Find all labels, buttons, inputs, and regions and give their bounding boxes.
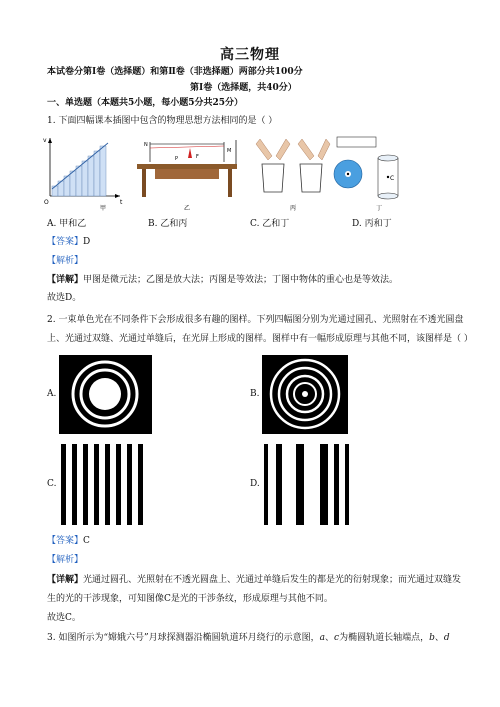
- q3-point-d: d: [443, 633, 450, 643]
- figure-ding: [334, 137, 398, 199]
- fig4-c-label: C: [390, 175, 395, 182]
- q2-conclusion: 故选C。: [47, 613, 81, 623]
- figure-yi: [137, 140, 237, 197]
- intro-line-2: 第Ⅰ卷（选择题，共40分）: [190, 83, 297, 93]
- pattern-a-circular-hole: [59, 355, 152, 434]
- q2-option-d: D.: [250, 479, 260, 489]
- q2-answer: [47, 535, 90, 547]
- answer-tag: 【答案】: [47, 237, 84, 247]
- detail-tag: 【详解】: [47, 575, 84, 585]
- pattern-c-double-slit: [59, 444, 151, 525]
- q2-option-a: A.: [47, 389, 57, 399]
- fig1-origin-label: O: [44, 199, 49, 206]
- fig-label-yi: 乙: [184, 205, 191, 212]
- fig1-v-label: v: [43, 137, 47, 144]
- q3-stem-mid: 为椭圆轨道长轴端点，: [339, 633, 430, 643]
- q2-option-c: C.: [47, 479, 57, 489]
- q2-stem-line-1: 2. 一束单色光在不同条件下会形成很多有趣的图样。下列四幅图分别为光通过圆孔、光照射在不透光圆盘: [47, 315, 464, 325]
- q3-point-b: b: [429, 633, 435, 643]
- figure-bing: [256, 139, 330, 192]
- q1-option-d: D. 丙和丁: [352, 219, 392, 229]
- fig2-p-label: P: [175, 156, 179, 162]
- answer-value: D: [83, 237, 91, 247]
- fig-label-ding: 丁: [376, 205, 383, 212]
- q3-point-c: c: [334, 633, 340, 643]
- q1-option-a: A. 甲和乙: [47, 219, 87, 229]
- fig2-n-label: N: [144, 142, 148, 148]
- q1-option-c: C. 乙和丁: [250, 219, 290, 229]
- page-title: 高三物理: [220, 47, 280, 63]
- q2-detail-line-2: 生的光的干涉现象，可知图像C是光的干涉条纹，形成原理与其他不同。: [47, 594, 333, 604]
- q2-analysis-tag: 【解析】: [47, 555, 84, 565]
- fig2-f-label: F: [196, 154, 199, 160]
- section-heading: 一、单选题（本题共5小题，每小题5分共25分）: [47, 98, 244, 108]
- detail-text: 光通过圆孔、光照射在不透光圆盘上、光通过单缝后发生的都是光的衍射现象；而光通过双缝发: [83, 575, 462, 585]
- figure-jia: [43, 137, 123, 206]
- q2-option-b: B.: [250, 389, 260, 399]
- answer-tag: 【答案】: [47, 536, 84, 546]
- q3-stem: [47, 632, 450, 644]
- q1-answer: [47, 236, 90, 248]
- answer-value: C: [83, 536, 90, 546]
- q1-option-b: B. 乙和丙: [148, 219, 188, 229]
- q1-detail: [47, 274, 398, 286]
- q2-stem-line-2: 上、光通过双缝、光通过单缝后，在光屏上形成的图样。图样中有一幅形成原理与其他不同，该图样是（ ）: [47, 334, 473, 344]
- q3-sep: 、: [325, 633, 335, 643]
- fig-label-bing: 丙: [290, 205, 297, 212]
- fig-label-jia: 甲: [100, 205, 107, 212]
- q2-detail-line-1: [47, 574, 461, 586]
- q1-stem: 1. 下面四幅课本插图中包含的物理思想方法相同的是（ ）: [47, 116, 278, 126]
- intro-line-1: 本试卷分第Ⅰ卷（选择题）和第Ⅱ卷（非选择题）两部分共100分: [47, 67, 303, 77]
- detail-tag: 【详解】: [47, 275, 84, 285]
- q3-stem-text: 3. 如图所示为“嫦娥六号”月球探测器沿椭圆轨道环月绕行的示意图，: [47, 633, 320, 643]
- q1-analysis-tag: 【解析】: [47, 256, 84, 266]
- fig1-t-label: t: [120, 199, 123, 206]
- q3-point-a: a: [319, 633, 326, 643]
- q3-sep: 、: [434, 633, 444, 643]
- q1-conclusion: 故选D。: [47, 293, 82, 303]
- fig2-m-label: M: [227, 148, 232, 154]
- q1-figures: [40, 134, 465, 214]
- pattern-b-opaque-disc: [262, 355, 348, 434]
- detail-text: 甲图是微元法；乙图是放大法；丙图是等效法；丁图中物体的重心也是等效法。: [83, 275, 399, 285]
- pattern-d-single-slit: [262, 444, 352, 525]
